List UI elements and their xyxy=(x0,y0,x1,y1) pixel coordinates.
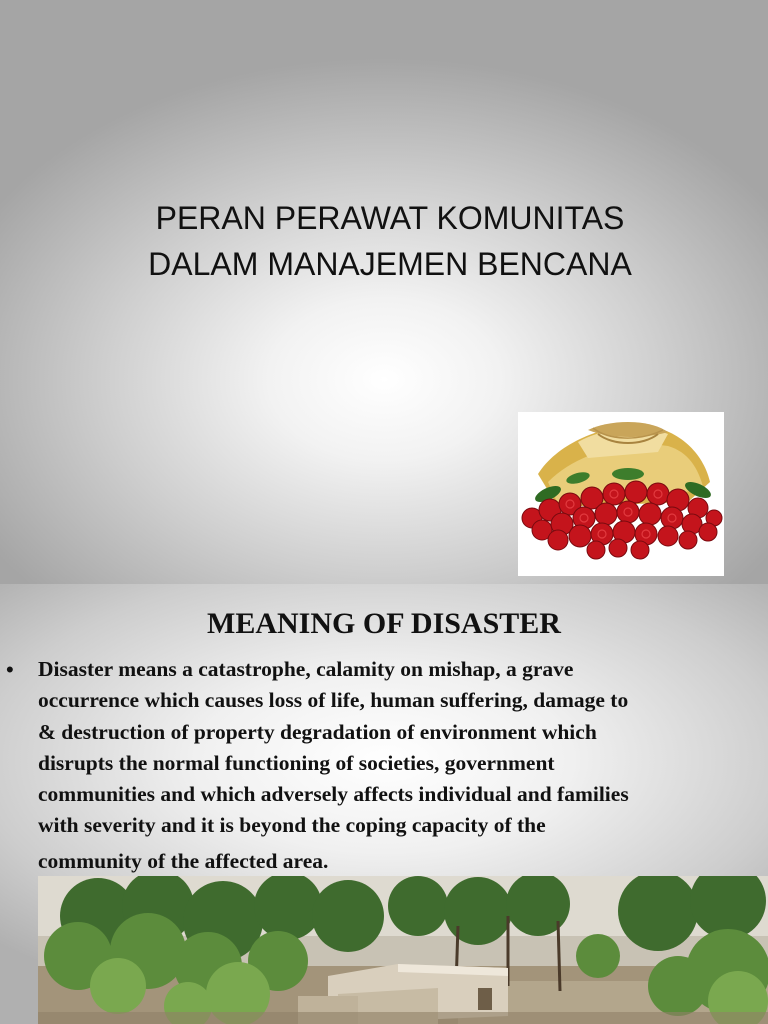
text-line: with severity and it is beyond the coping capacity of the xyxy=(38,813,546,838)
definition-text xyxy=(38,654,758,877)
text-line: & destruction of property degradation of environment which xyxy=(38,719,597,744)
text-line: occurrence which causes loss of life, human suffering, damage to xyxy=(38,688,629,713)
title-line: DALAM MANAJEMEN BENCANA xyxy=(148,246,632,282)
slide-heading: MEANING OF DISASTER xyxy=(207,607,561,640)
text-line: communities and which adversely affects individual and families xyxy=(38,782,629,807)
flood-image xyxy=(38,876,768,1024)
text-line: community of the affected area. xyxy=(38,848,329,873)
roses-bouquet-illustration xyxy=(518,412,724,576)
flooded-village-illustration xyxy=(38,876,768,1024)
bullet-icon: • xyxy=(6,657,14,682)
title-line: PERAN PERAWAT KOMUNITAS xyxy=(155,200,625,236)
slide-title xyxy=(0,195,768,287)
content-slide xyxy=(0,584,768,1024)
roses-bouquet-image xyxy=(518,412,724,576)
text-line: disrupts the normal functioning of societies, government xyxy=(38,750,555,775)
text-line: Disaster means a catastrophe, calamity on mishap, a grave xyxy=(38,657,574,681)
